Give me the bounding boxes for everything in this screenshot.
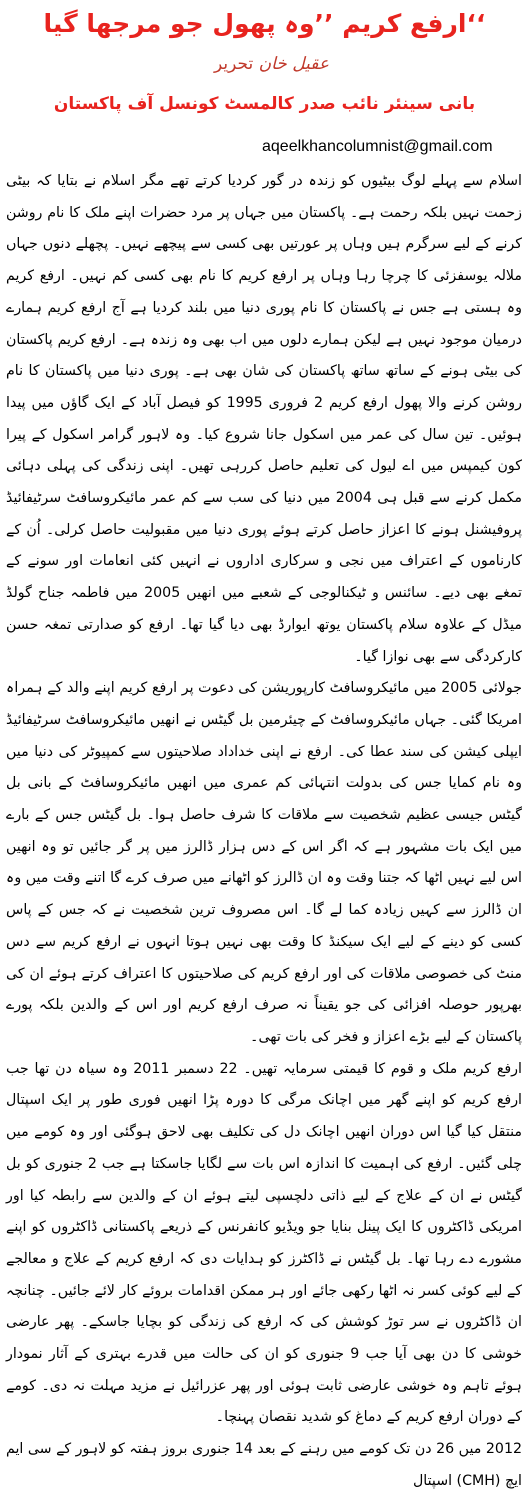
author-email: aqeelkhancolumnist@gmail.com [262, 138, 493, 155]
byline [0, 52, 529, 76]
paragraph: 2012 میں 26 دن تک کومے میں رہنے کے بعد 14 جنوری بروز ہفتہ کو لاہور کے سی ایم ایچ (CMH) اسپتال [6, 1441, 522, 1489]
author-affiliation: بانی سینئر نائب صدر کالمسٹ کونسل آف پاکستان [53, 94, 476, 114]
paragraph: جولائی 2005 میں مائیکروسافٹ کارپوریشن کی دعوت پر ارفع کریم اپنے والد کے ہمراہ امریکا گئی۔ جہاں مائیکروسافٹ کے چیئرمین بل گیٹس نے انھیں مائیکروسافٹ سرٹیفائیڈ ایپلی کیشن کی سند عطا کی۔ ارفع نے اپنی خداداد صلاحیتوں سے کمپیوٹر کی دنیا میں وہ نام کمایا جس کی بدولت انتہائی کم عمری میں انھیں مائیکروسافٹ کے بانی بل گیٹس جیسی عظیم شخصیت سے ملاقات کا شرف حاصل ہوا۔ بل گیٹس جس کے بارے میں ایک بات مشہور ہے کہ اگر اس کے دس ہزار ڈالرز میں پر گر جائیں تو وہ انھیں اس لیے نہیں اٹھا کہ جتنا وقت وہ ان ڈالرز کو اٹھانے میں صرف کرے گا اتنے وقت میں وہ ان ڈالرز سے کہیں زیادہ کما لے گا۔ اس مصروف ترین شخصیت نے کہ جس کے پاس کسی کو دینے کے لیے ایک سیکنڈ کا وقت بھی نہیں ہوتا انہوں نے ارفع کریم سے دس منٹ کی خصوصی ملاقات کی اور ارفع کریم کی صلاحیتوں کا اعتراف کرتے ہوئے ان کی بھرپور حوصلہ افزائی کی جو یقیناً نہ صرف ارفع کریم اور اس کے والدین بلکہ پورے پاکستان کے لیے بڑے اعزاز و فخر کی بات تھی۔ [6, 680, 522, 1045]
byline-label: تحریر [214, 54, 254, 74]
author-name: عقیل خان [258, 54, 329, 74]
paragraph: ارفع کریم ملک و قوم کا قیمتی سرمایہ تھیں۔ 22 دسمبر 2011 وہ سیاہ دن تھا جب ارفع کریم کو اپنے گھر میں اچانک مرگی کا دورہ پڑا انھیں فوری طور پر ایک اسپتال منتقل کیا گیا اس دوران انھیں اچانک دل کی تکلیف بھی لاحق ہوگئی اور وہ کومے میں چلی گئیں۔ ارفع کی اہمیت کا اندازہ اس بات سے لگایا جاسکتا ہے جب 2 جنوری کو بل گیٹس نے ان کے علاج کے لیے ذاتی دلچسپی لیتے ہوئے ان کے والدین سے رابطہ کیا اور امریکی ڈاکٹروں کا ایک پینل بنایا جو ویڈیو کانفرنس کے ذریعے پاکستانی ڈاکٹروں کو اپنے مشورے دے رہا تھا۔ بل گیٹس نے ڈاکٹرز کو ہدایات دی کہ ارفع کریم کے علاج و معالجے کے لیے کوئی کسر نہ اٹھا رکھی جائے اور ہر ممکن اقدامات بروئے کار لائے جائیں۔ چنانچہ ان ڈاکٹروں نے سر توڑ کوشش کی کہ ارفع کی زندگی کو بچایا جاسکے۔ پھر عارضی خوشی کا دن بھی آیا جب 9 جنوری کو ان کی حالت میں قدرے بہتری کے آثار نمودار ہوئے تاہم وہ خوشی عارضی ثابت ہوئی اور پھر عزرائیل نے مزید مہلت نہ دی۔ کومے کے دوران ارفع کریم کے دماغ کو شدید نقصان پہنچا۔ [6, 1060, 522, 1426]
article-body [6, 166, 522, 1498]
article-title: ارفع کریم ’’وہ پھول جو مرجھا گیا‘‘ [43, 9, 486, 38]
paragraph: اسلام سے پہلے لوگ بیٹیوں کو زندہ در گور کردیا کرتے تھے مگر اسلام نے بتایا کہ بیٹی زحمت نہیں بلکہ رحمت ہے۔ پاکستان میں جہاں پر مرد حضرات اپنے ملک کا نام روشن کرنے کے لیے سرگرم ہیں وہاں پر عورتیں بھی کسی سے پیچھے نہیں۔ پچھلے دنوں جہاں ملالہ یوسفزئی کا چرچا رہا وہاں پر ارفع کریم کا نام بھی کسی کم نہیں۔ ارفع کریم وہ ہستی ہے جس نے پاکستان کا نام پوری دنیا میں بلند کردیا ہے آج ارفع کریم ہمارے درمیان موجود نہیں ہے لیکن ہمارے دلوں میں اب بھی وہ زندہ ہے۔ ارفع کریم پاکستان کی بیٹی ہونے کے ساتھ ساتھ پاکستان کی شان بھی ہے۔ پوری دنیا میں پاکستان کا نام روشن کرنے والا پھول ارفع کریم 2 فروری 1995 کو فیصل آباد کے ایک گاؤں میں پیدا ہوئیں۔ تین سال کی عمر میں اسکول جانا شروع کیا۔ وہ لاہور گرامر اسکول کے پیرا کون کیمپس میں اے لیول کی تعلیم حاصل کررہی تھیں۔ اپنی زندگی کی پہلی دہائی مکمل کرنے سے قبل ہی 2004 میں دنیا کی سب سے کم عمر مائیکروسافٹ سرٹیفائیڈ پروفیشنل ہونے کا اعزاز حاصل کرتے ہوئے پوری دنیا میں مقبولیت حاصل کرلی۔ اُن کے کارناموں کے اعتراف میں نجی و سرکاری اداروں نے انہیں کئی انعامات اور سونے کے تمغے بھی دیے۔ سائنس و ٹیکنالوجی کے شعبے میں انھیں 2005 میں فاطمہ جناح گولڈ میڈل کے علاوہ سلام پاکستان یوتھ ایوارڈ بھی دیا گیا تھا۔ ارفع کو صدارتی تمغہ حسن کارکردگی سے بھی نوازا گیا۔ [6, 173, 523, 665]
